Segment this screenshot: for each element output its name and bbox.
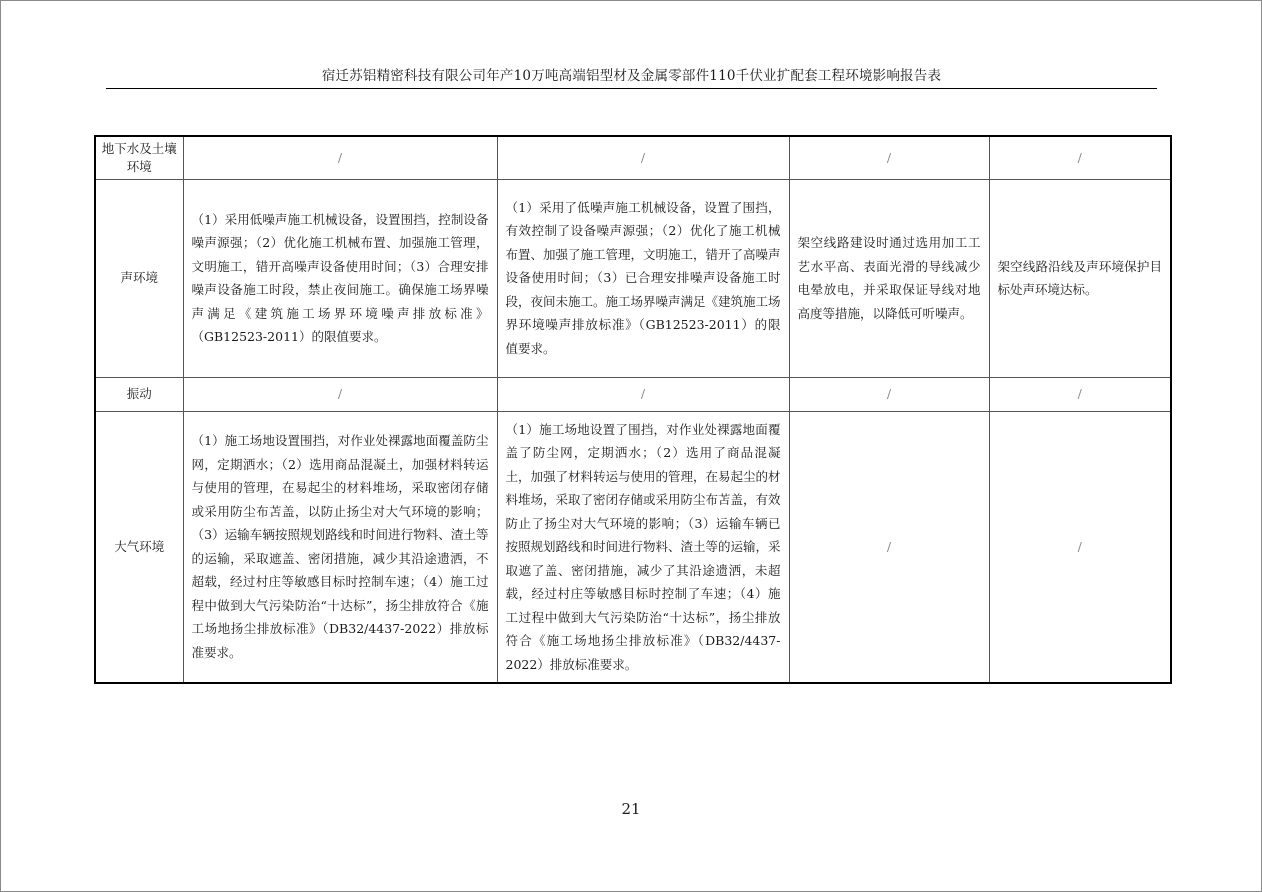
table-row-groundwater bbox=[95, 136, 1171, 179]
row-category: 振动 bbox=[95, 377, 183, 411]
page-number: 21 bbox=[621, 800, 641, 818]
table-cell: （1）采用低噪声施工机械设备，设置围挡，控制设备噪声源强；（2）优化施工机械布置、加强施工管理，文明施工，错开高噪声设备使用时间；（3）合理安排噪声设备施工时段，禁止夜间施工。确保施工场界噪声满足《建筑施工场界环境噪声排放标准》（GB12523-2011）的限值要求。 bbox=[183, 179, 497, 377]
table-cell: （1）施工场地设置围挡，对作业处裸露地面覆盖防尘网，定期洒水；（2）选用商品混凝土，加强材料转运与使用的管理，在易起尘的材料堆场，采取密闭存储或采用防尘布苫盖，以防止扬尘对大气环境的影响；（3）运输车辆按照规划路线和时间进行物料、渣土等的运输，采取遮盖、密闭措施，减少其沿途遗洒，不超载，经过村庄等敏感目标时控制车速；（4）施工过程中做到大气污染防治“十达标”，扬尘排放符合《施工场地扬尘排放标准》（DB32/4437-2022）排放标准要求。 bbox=[183, 411, 497, 683]
table-cell: / bbox=[183, 377, 497, 411]
table-cell: / bbox=[989, 377, 1171, 411]
row-category: 大气环境 bbox=[95, 411, 183, 683]
table-cell: （1）施工场地设置了围挡，对作业处裸露地面覆盖了防尘网，定期洒水；（2）选用了商品混凝土，加强了材料转运与使用的管理，在易起尘的材料堆场，采取了密闭存储或采用防尘布苫盖，有效防止了扬尘对大气环境的影响；（3）运输车辆已按照规划路线和时间进行物料、渣土等的运输，采取遮了盖、密闭措施，减少了其沿途遗洒，未超载，经过村庄等敏感目标时控制了车速；（4）施工过程中做到大气污染防治“十达标”，扬尘排放符合《施工场地扬尘排放标准》（DB32/4437-2022）排放标准要求。 bbox=[497, 411, 789, 683]
table-cell: / bbox=[789, 136, 989, 179]
table-cell: / bbox=[789, 377, 989, 411]
page-header: 宿迁苏铝精密科技有限公司年产10万吨高端铝型材及金属零部件110千伏业扩配套工程环境影响报告表 bbox=[106, 64, 1157, 89]
table-cell: / bbox=[789, 411, 989, 683]
table-cell: / bbox=[989, 411, 1171, 683]
table-row-noise bbox=[95, 179, 1171, 377]
table-cell: / bbox=[989, 136, 1171, 179]
table-cell: 架空线路建设时通过选用加工工艺水平高、表面光滑的导线减少电晕放电，并采取保证导线对地高度等措施，以降低可听噪声。 bbox=[789, 179, 989, 377]
table-cell: / bbox=[497, 136, 789, 179]
table-cell: / bbox=[497, 377, 789, 411]
table-cell: 架空线路沿线及声环境保护目标处声环境达标。 bbox=[989, 179, 1171, 377]
row-category: 地下水及土壤环境 bbox=[95, 136, 183, 179]
table-row-vibration bbox=[95, 377, 1171, 411]
row-category: 声环境 bbox=[95, 179, 183, 377]
mitigation-table bbox=[94, 135, 1172, 684]
table-cell: / bbox=[183, 136, 497, 179]
table-row-air bbox=[95, 411, 1171, 683]
table-cell: （1）采用了低噪声施工机械设备，设置了围挡，有效控制了设备噪声源强；（2）优化了施工机械布置、加强了施工管理，文明施工，错开了高噪声设备使用时间；（3）已合理安排噪声设备施工时段，夜间未施工。施工场界噪声满足《建筑施工场界环境噪声排放标准》（GB12523-2011）的限值要求。 bbox=[497, 179, 789, 377]
